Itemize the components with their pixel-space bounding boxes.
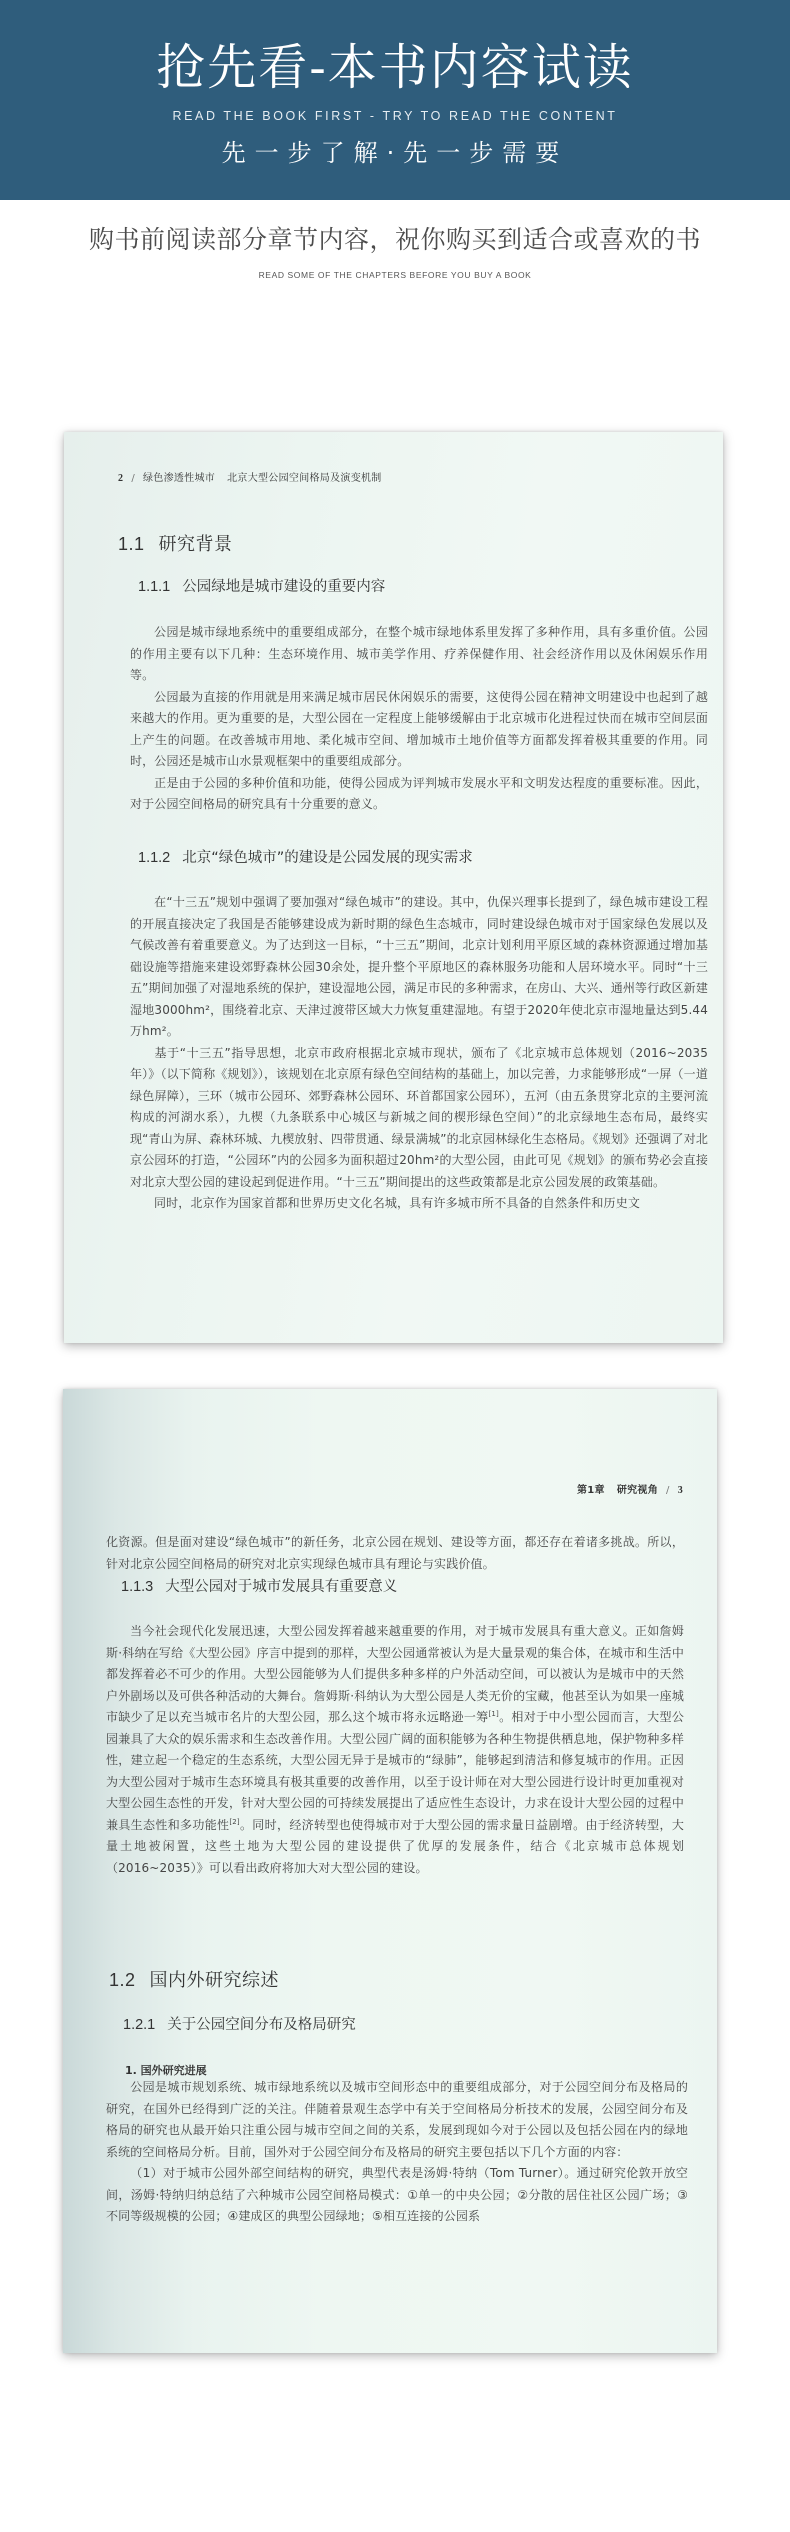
paragraph: 公园是城市规划系统、城市绿地系统以及城市空间形态中的重要组成部分，对于公园空间分布及格局的研究，在国外已经得到广泛的关注。伴随着景观生态学中有关于空间格局分析技术的发展，公园空间分布及格局的研究也从最开始只注重公园与城市空间之间的关系，发展到现如今对于公园以及包括公园在内的绿地系统的空间格局分析。目前，国外对于公园空间分布及格局的研究主要包括以下几个方面的内容： bbox=[106, 2080, 688, 2159]
section-title: 国内外研究综述 bbox=[149, 1970, 280, 1991]
paragraph: 同时，北京作为国家首都和世界历史文化名城，具有许多城市所不具备的自然条件和历史文 bbox=[154, 1196, 641, 1210]
paragraph: （1）对于城市公园外部空间结构的研究，典型代表是汤姆·特纳（Tom Turner）。通过研究伦敦开放空间，汤姆·特纳归纳总结了六种城市公园空间格局模式：①单一的中央公园；②分散的居住社区公园广场；③不同等级规模的公园；④建成区的典型公园绿地；⑤相互连接的公园系 bbox=[106, 2166, 688, 2223]
book-page-3 bbox=[63, 1389, 717, 2353]
subsection-heading bbox=[138, 846, 473, 867]
page-number: 3 bbox=[677, 1485, 683, 1496]
separator: / bbox=[131, 473, 135, 484]
series-title: 绿色渗透性城市 bbox=[142, 473, 216, 484]
subsection-number: 1.1.3 bbox=[121, 1579, 154, 1595]
section-title: 研究背景 bbox=[158, 534, 233, 555]
section-number: 1.1 bbox=[118, 534, 145, 554]
body-text bbox=[106, 1621, 684, 1879]
paragraph: 基于“十三五”指导思想，北京市政府根据北京城市现状，颁布了《北京城市总体规划（2016~2035年）》（以下简称《规划》），该规划在北京原有绿色空间结构的基础上，加以完善，力求能够形成“一屏（一道绿色屏障），三环（城市公园环、郊野森林公园环、环首都国家公园环），五河（由五条贯穿北京的主要河流构成的河湖水系），九楔（九条联系中心城区与新城之间的楔形绿色空间）”的北京绿地生态布局，最终实现“青山为屏、森林环城、九楔放射、四带贯通、绿景满城”的北京园林绿化生态格局。《规划》还强调了对北京公园环的打造，“公园环”内的公园多为面积超过20hm²的大型公园，由此可见《规划》的颁布势必会直接对北京大型公园的建设起到促进作用。“十三五”期间提出的这些政策都是北京公园发展的政策基础。 bbox=[130, 1045, 708, 1189]
preview-banner bbox=[0, 0, 790, 200]
book-title: 北京大型公园空间格局及演变机制 bbox=[227, 473, 382, 484]
subsection-heading bbox=[138, 575, 385, 596]
separator: / bbox=[666, 1485, 670, 1496]
subsection-heading bbox=[121, 1575, 397, 1596]
subsection-number: 1.1.2 bbox=[138, 850, 171, 866]
body-text bbox=[130, 622, 708, 816]
subsection-number: 1.2.1 bbox=[123, 2017, 156, 2033]
paragraph: 化资源。但是面对建设“绿色城市”的新任务，北京公园在规划、建设等方面，都还存在着诸多挑战。所以，针对北京公园空间格局的研究对北京实现绿色城市具有理论与实践价值。 bbox=[106, 1535, 684, 1571]
intro-title-cn: 购书前阅读部分章节内容，祝你购买到适合或喜欢的书 bbox=[88, 225, 701, 254]
chapter-label: 第1章 bbox=[576, 1485, 605, 1496]
running-head bbox=[118, 469, 382, 484]
running-head bbox=[577, 1481, 683, 1496]
chapter-title: 研究视角 bbox=[616, 1485, 659, 1496]
subsection-title: 大型公园对于城市发展具有重要意义 bbox=[165, 1579, 398, 1595]
section-heading bbox=[118, 530, 233, 556]
paragraph: 公园最为直接的作用就是用来满足城市居民休闲娱乐的需要，这使得公园在精神文明建设中也起到了越来越大的作用。更为重要的是，大型公园在一定程度上能够缓解由于北京城市化进程过快而在城市空间层面上产生的问题。在改善城市用地、柔化城市空间、增加城市土地价值等方面都发挥着极其重要的作用。同时，公园还是城市山水景观框架中的重要组成部分。 bbox=[130, 689, 708, 768]
section-number: 1.2 bbox=[109, 1970, 136, 1990]
body-text bbox=[106, 2077, 688, 2228]
body-text bbox=[130, 892, 708, 1215]
book-page-2 bbox=[64, 432, 723, 1343]
subsection-number: 1.1.1 bbox=[138, 579, 171, 595]
paragraph: 当今社会现代化发展迅速，大型公园发挥着越来越重要的作用，对于城市发展具有重大意义。正如詹姆斯·科纳在写给《大型公园》序言中提到的那样，大型公园通常被认为是大量景观的集合体，在城市和生活中都发挥着必不可少的作用。大型公园能够为人们提供多种多样的户外活动空间，可以被认为是城市中的天然户外剧场以及可供各种活动的大舞台。詹姆斯·科纳认为大型公园是人类无价的宝藏，他甚至认为如果一座城市缺少了足以充当城市名片的大型公园，那么这个城市将永远略逊一筹[1]。相对于中小型公园而言，大型公园兼具了大众的娱乐需求和生态改善作用。大型公园广阔的面积能够为各种生物提供栖息地，保护物种多样性，建立起一个稳定的生态系统，大型公园无异于是城市的“绿肺”，能够起到清洁和修复城市的作用。正因为大型公园对于城市生态环境具有极其重要的改善作用，以至于设计师在对大型公园进行设计时更加重视对大型公园生态性的开发，针对大型公园的可持续发展提出了适应性生态设计，力求在设计大型公园的过程中兼具生态性和多功能性[2]。同时，经济转型也使得城市对于大型公园的需求量日益剧增。由于经济转型，大量土地被闲置，这些土地为大型公园的建设提供了优厚的发展条件，结合《北京城市总体规划（2016~2035）》可以看出政府将加大对大型公园的建设。 bbox=[106, 1624, 684, 1875]
citation: [2] bbox=[229, 1817, 240, 1826]
section-heading bbox=[109, 1966, 279, 1992]
page-number: 2 bbox=[118, 473, 124, 484]
banner-subtitle-en: READ THE BOOK FIRST - TRY TO READ THE CONTENT bbox=[172, 109, 618, 123]
paragraph: 在“十三五”规划中强调了要加强对“绿色城市”的建设。其中，仇保兴理事长提到了，绿色城市建设工程的开展直接决定了我国是否能够建设成为新时期的绿色生态城市，同时建设绿色城市对于国家绿色发展以及气候改善有着重要意义。为了达到这一目标，“十三五”期间，北京计划利用平原区域的森林资源通过增加基础设施等措施来建设郊野森林公园30余处，提升整个平原地区的森林服务功能和人居环境水平。同时“十三五”期间加强了对湿地系统的保护，建设湿地公园，满足市民的多种需求，在房山、大兴、通州等行政区新建湿地3000hm²，围绕着北京、天津过渡带区域大力恢复重建湿地。有望于2020年使北京市湿地量达到5.44万hm²。 bbox=[130, 895, 708, 1038]
banner-subtitle-cn: 先一步了解·先一步需要 bbox=[221, 139, 569, 167]
paragraph: 公园是城市绿地系统中的重要组成部分，在整个城市绿地体系里发挥了多种作用，具有多重价值。公园的作用主要有以下几种：生态环境作用、城市美学作用、疗养保健作用、社会经济作用以及休闲娱乐作用等。 bbox=[130, 625, 708, 682]
subsection-title: 关于公园空间分布及格局研究 bbox=[167, 2017, 356, 2033]
intro-title-en: READ SOME OF THE CHAPTERS BEFORE YOU BUY A BOOK bbox=[258, 270, 532, 280]
body-text-continuation bbox=[106, 1532, 684, 1575]
subsection-title: 北京“绿色城市”的建设是公园发展的现实需求 bbox=[182, 850, 473, 866]
subsection-heading bbox=[123, 2013, 356, 2034]
banner-title: 抢先看-本书内容试读 bbox=[156, 39, 634, 96]
paragraph: 正是由于公园的多种价值和功能，使得公园成为评判城市发展水平和文明发达程度的重要标准。因此，对于公园空间格局的研究具有十分重要的意义。 bbox=[130, 775, 708, 811]
minor-heading: 1. 国外研究进展 bbox=[125, 2064, 207, 2077]
citation: [1] bbox=[488, 1710, 499, 1718]
subsection-title: 公园绿地是城市建设的重要内容 bbox=[182, 579, 386, 595]
